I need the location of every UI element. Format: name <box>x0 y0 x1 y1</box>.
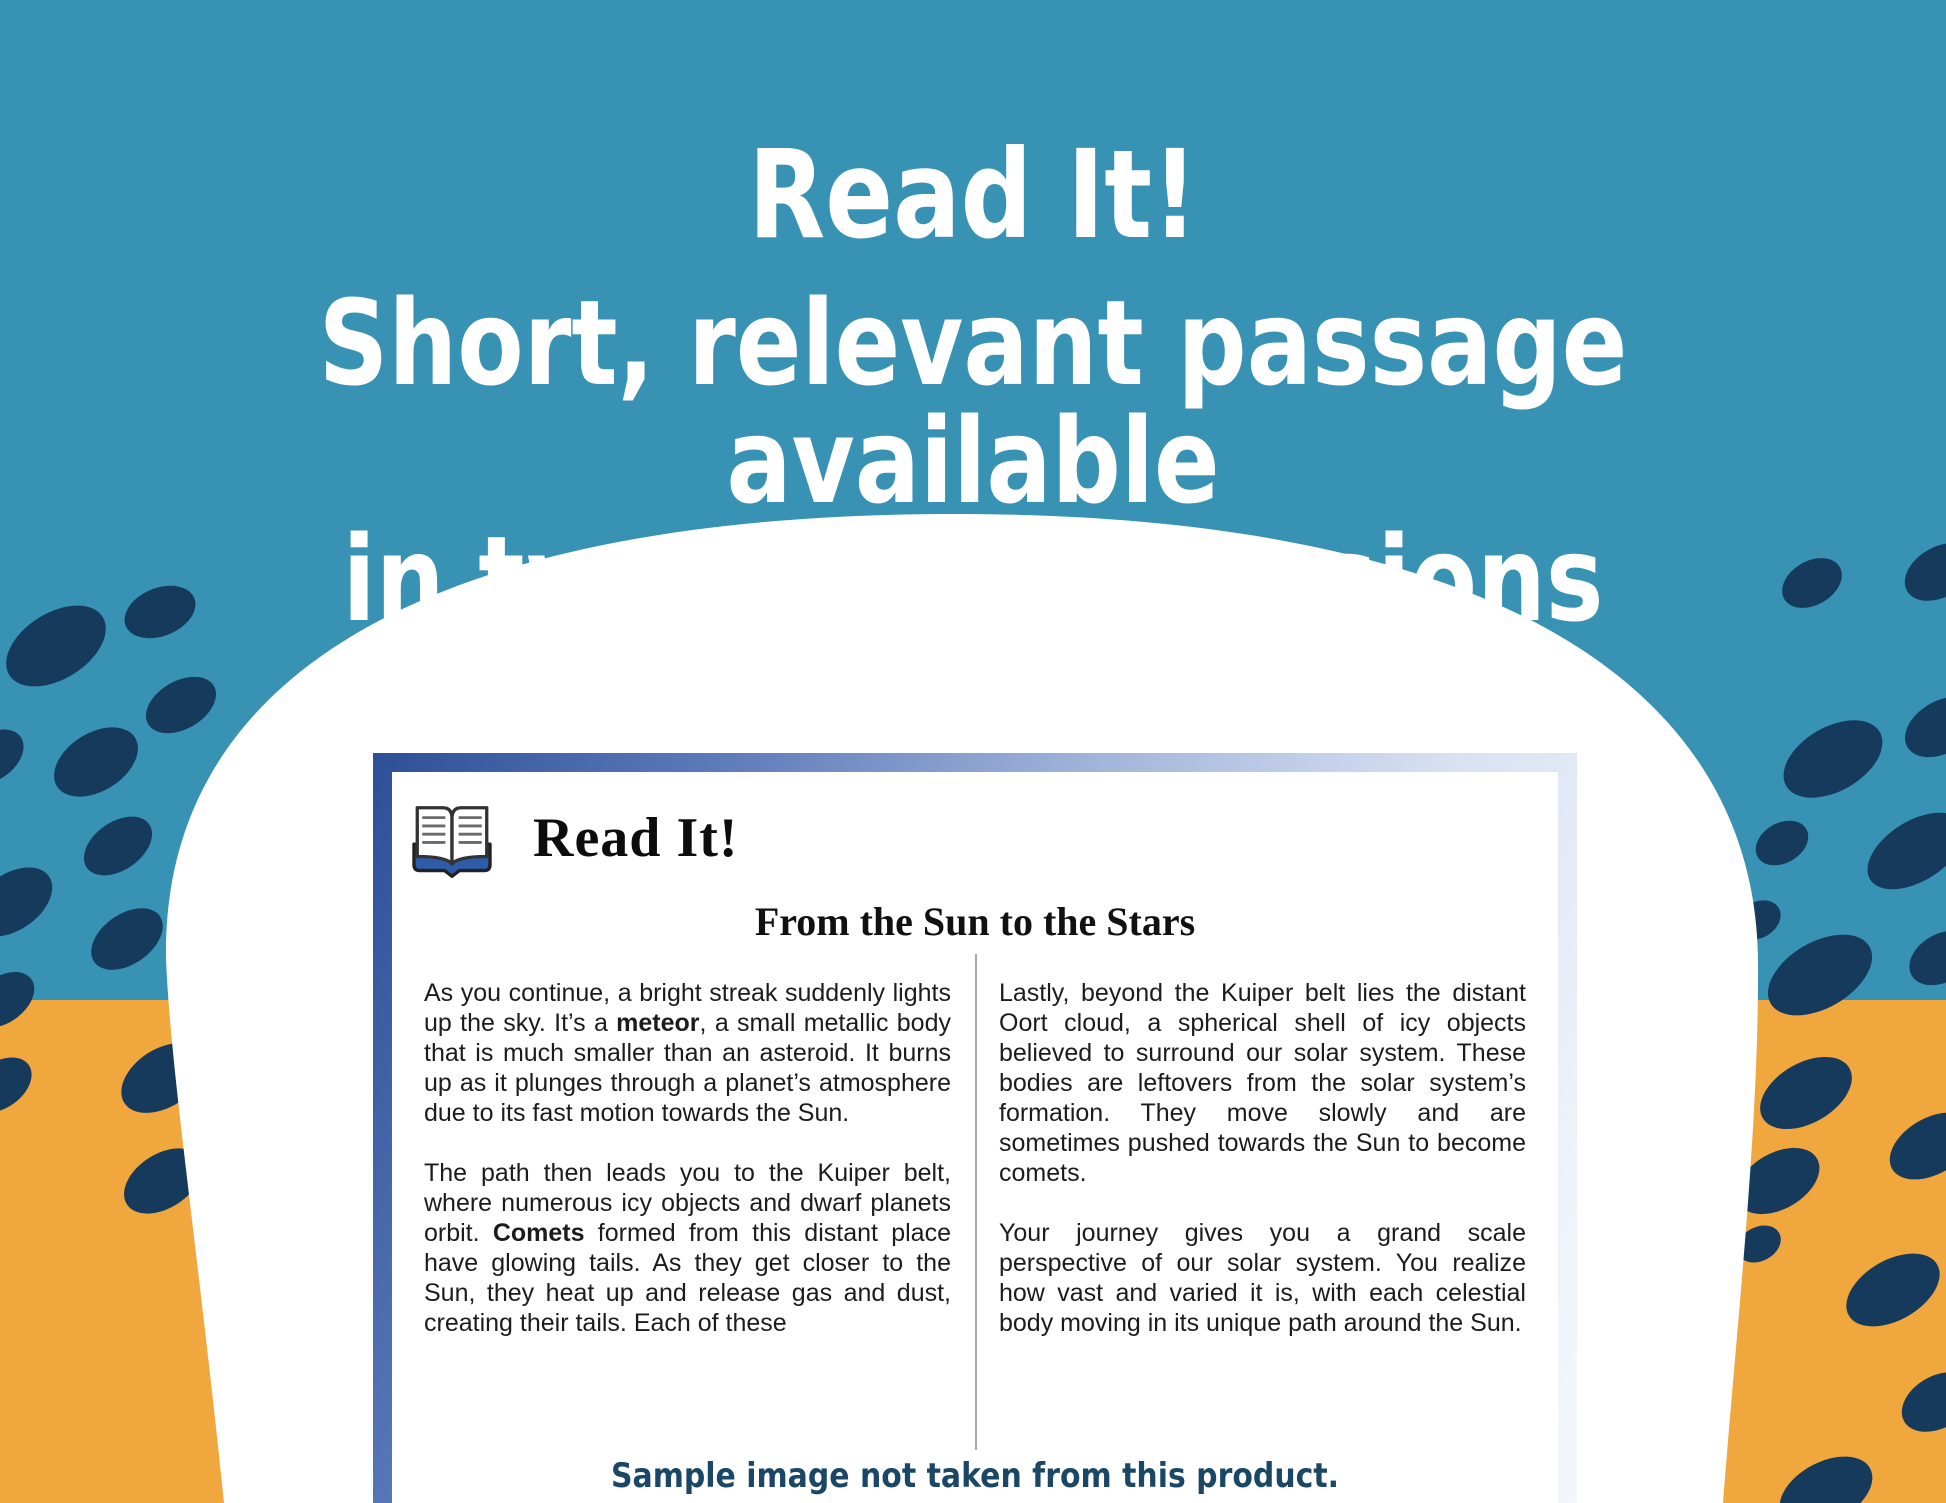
paragraph: Your journey gives you a grand scale perspective of our solar system. You realize how vast and varied it is, with each celestial body moving in its unique path around the Sun. <box>999 1219 1526 1337</box>
worksheet-page <box>392 772 1558 1503</box>
worksheet-preview <box>373 753 1577 1503</box>
passage-columns <box>392 978 1558 1368</box>
paragraph: Lastly, beyond the Kuiper belt lies the distant Oort cloud, a spherical shell of icy objects believed to surround our solar system. These bodies are leftovers from the solar system’s formation. They move slowly and are sometimes pushed towards the Sun to become comets. <box>999 979 1526 1187</box>
hero-subtitle <box>175 274 1771 648</box>
paragraph: As you continue, a bright streak suddenly lights up the sky. It’s a meteor, a small metallic body that is much smaller than an asteroid. It burns up as it plunges through a planet’s atmosphere due to its fast motion towards the Sun. <box>424 979 951 1127</box>
paragraph: The path then leads you to the Kuiper belt, where numerous icy objects and dwarf planets orbit. Comets formed from this distant place have glowing tails. As they get closer to the Sun, they heat up and release gas and dust, creating their tails. Each of these <box>424 1159 951 1337</box>
open-book-icon <box>409 796 495 879</box>
passage-column-right <box>999 978 1526 1368</box>
hero-title: Read It! <box>748 124 1198 266</box>
worksheet-header-title: Read It! <box>533 806 739 869</box>
hero-subtitle-line2: in two leveled versions <box>342 510 1604 648</box>
hero-subtitle-line1: Short, relevant passage available <box>318 274 1628 530</box>
passage-title: From the Sun to the Stars <box>754 899 1196 944</box>
passage-column-left <box>424 978 951 1368</box>
worksheet-header-row <box>409 796 739 879</box>
sample-disclaimer: Sample image not taken from this product. <box>610 1456 1340 1496</box>
